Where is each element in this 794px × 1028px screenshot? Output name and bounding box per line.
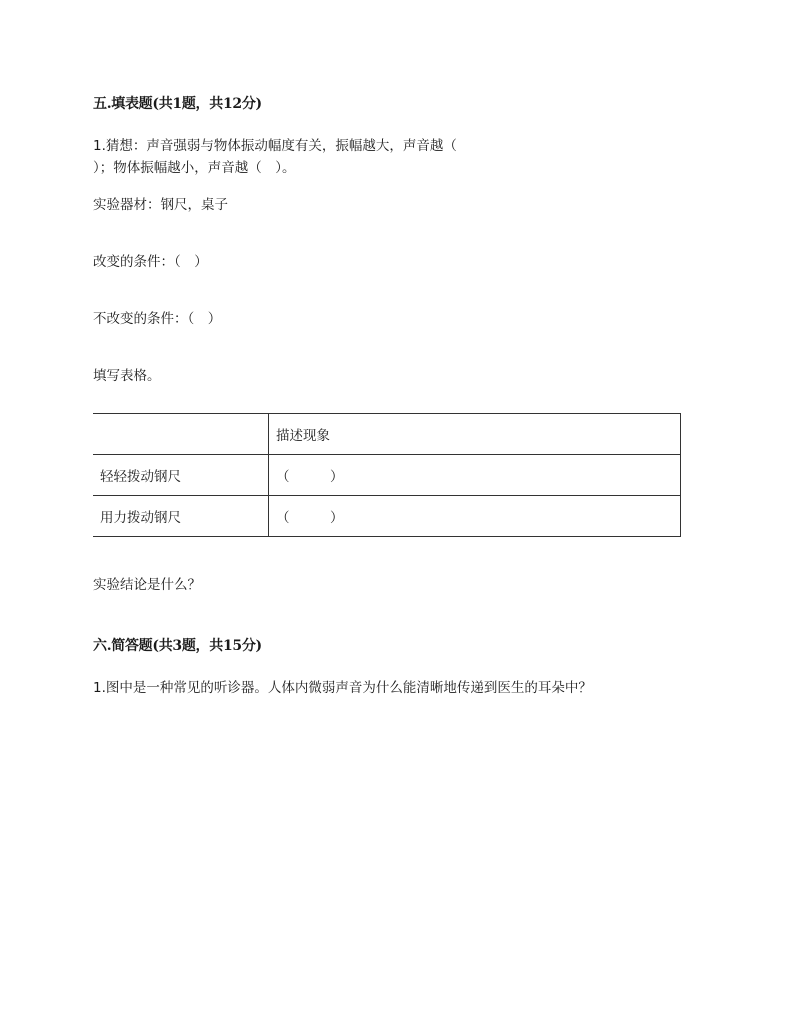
section-6-title: 六.简答题(共3题，共15分): [93, 638, 262, 654]
question-1-line-1: 1.猜想：声音强弱与物体振动幅度有关，振幅越大，声音越（: [93, 138, 457, 154]
table-cell: （ ）: [269, 455, 681, 496]
table-header-cell: 描述现象: [269, 414, 681, 455]
short-answer-question-1: 1.图中是一种常见的听诊器。人体内微弱声音为什么能清晰地传递到医生的耳朵中？: [93, 680, 592, 696]
table-row: [93, 496, 681, 537]
materials-text: 实验器材：钢尺，桌子: [93, 197, 228, 213]
question-1-line-2: ）；物体振幅越小，声音越（ ）。: [93, 160, 296, 176]
table-cell: （ ）: [269, 496, 681, 537]
table-cell: 轻轻拨动钢尺: [93, 455, 269, 496]
table-header-row: [93, 414, 681, 455]
table-header-cell: [93, 414, 269, 455]
phenomenon-table: [93, 413, 681, 537]
changed-condition-text: 改变的条件：（ ）: [93, 254, 208, 270]
unchanged-condition-text: 不改变的条件：（ ）: [93, 311, 222, 327]
table-cell: 用力拨动钢尺: [93, 496, 269, 537]
conclusion-question: 实验结论是什么？: [93, 577, 201, 593]
section-5-title: 五.填表题(共1题，共12分): [93, 96, 262, 112]
fill-table-prompt: 填写表格。: [93, 368, 161, 384]
table-row: [93, 455, 681, 496]
